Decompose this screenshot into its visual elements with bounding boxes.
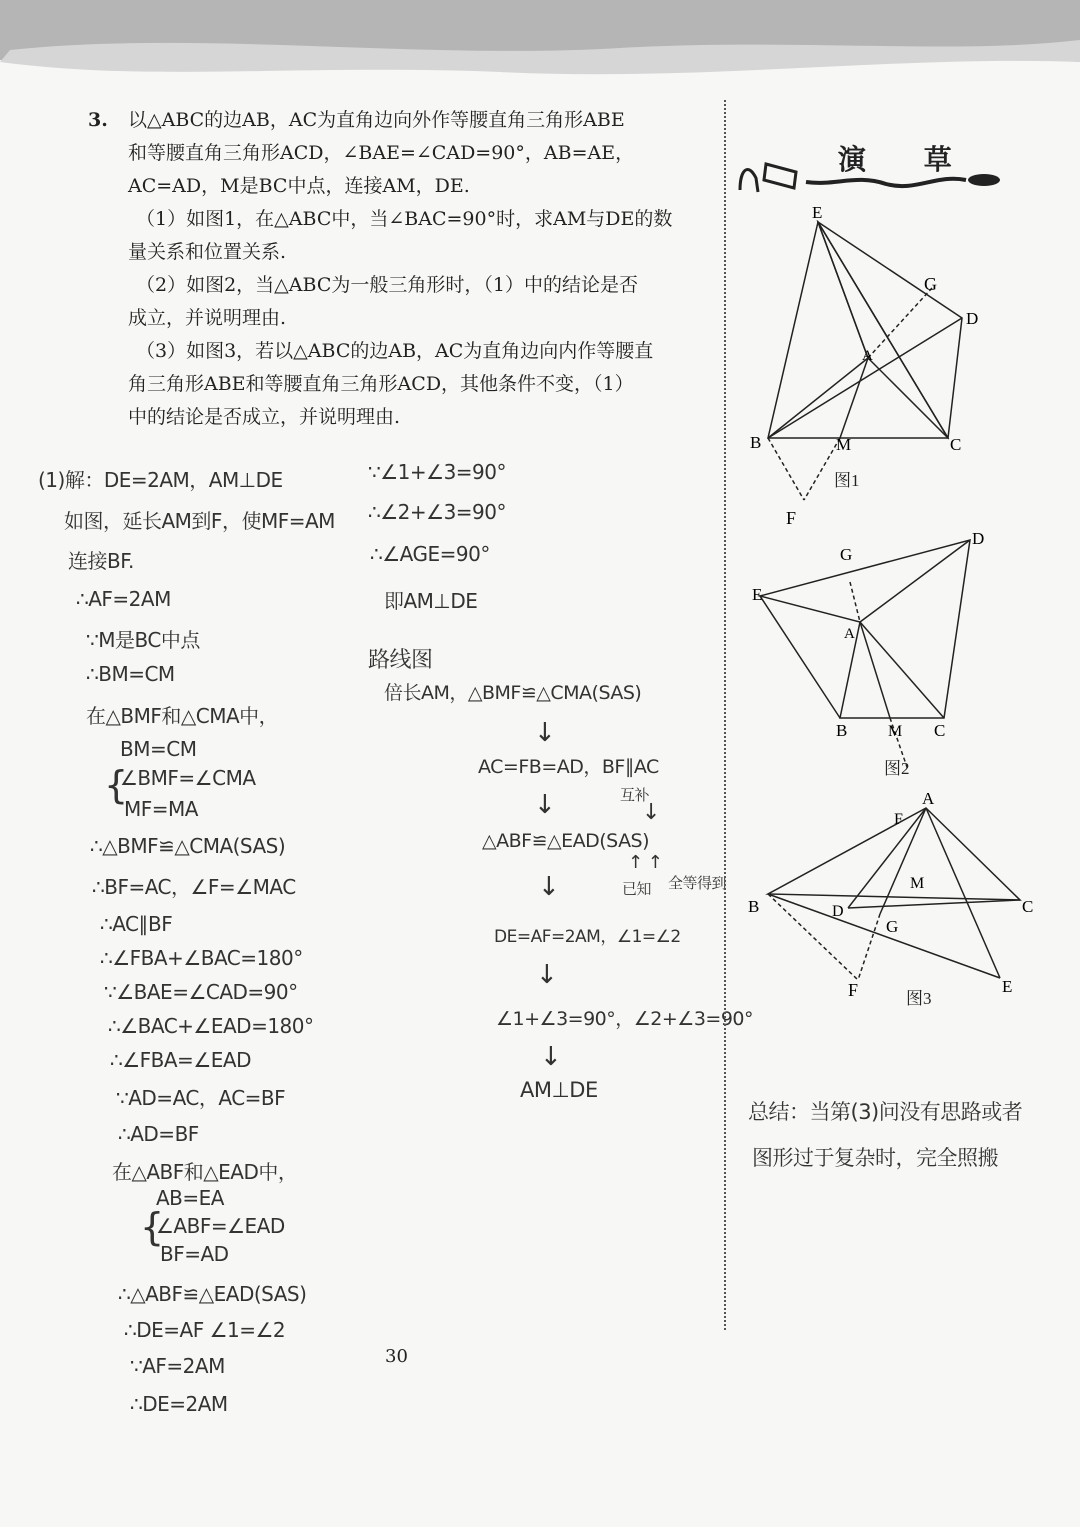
solution-line: (1)解：DE=2AM，AM⊥DE	[38, 468, 283, 492]
draft-title: 演 草	[838, 143, 976, 176]
figure-3-diagram	[740, 790, 1040, 1010]
solution-line: ∵AD=AC，AC=BF	[116, 1086, 286, 1110]
solution-line: BM=CM	[120, 737, 197, 761]
figure-3-label-M: M	[910, 875, 925, 892]
route-note: 已知	[622, 880, 652, 898]
figure-1-label-D: D	[966, 309, 979, 328]
route-step: AC=FB=AD，BF∥AC	[478, 756, 659, 778]
figure-3-label-B: B	[748, 897, 760, 916]
problem-stem-line: 以△ABC的边AB，AC为直角边向外作等腰直角三角形ABE	[128, 109, 625, 131]
solution-line: 连接BF.	[68, 549, 134, 573]
draft-note-line: 图形过于复杂时，完全照搬	[752, 1146, 998, 1170]
solution-line: 即AM⊥DE	[384, 589, 478, 613]
solution-line: ∵M是BC中点	[86, 628, 200, 652]
problem-part-line: 成立，并说明理由.	[128, 307, 287, 329]
problem-stem-line: 和等腰直角三角形ACD，∠BAE=∠CAD=90°，AB=AE，	[128, 142, 635, 164]
solution-line: ∴AF=2AM	[76, 587, 171, 611]
down-arrow-icon: ↓	[540, 1042, 562, 1072]
down-arrow-icon: ↓	[538, 872, 560, 902]
figure-3-caption: 图3	[906, 989, 932, 1008]
solution-line: ∴△ABF≌△EAD(SAS)	[118, 1282, 307, 1306]
figure-1-label-C: C	[950, 435, 962, 454]
route-step: 倍长AM，△BMF≌△CMA(SAS)	[384, 682, 642, 704]
problem-part-line: 量关系和位置关系.	[128, 241, 287, 263]
figure-3-label-E: E	[1002, 977, 1013, 996]
figure-1-label-G: G	[924, 274, 937, 294]
solution-line: MF=MA	[124, 797, 198, 821]
figure-2-caption: 图2	[884, 759, 910, 778]
solution-line: ∠ABF=∠EAD	[156, 1214, 285, 1238]
figure-1-label-B: B	[750, 433, 762, 452]
problem-part-line: （1）如图1，在△ABC中，当∠BAC=90°时，求AM与DE的数	[136, 208, 673, 230]
solution-line: ∴DE=AF ∠1=∠2	[124, 1318, 286, 1342]
route-note: 全等得到	[668, 874, 727, 892]
figure-3-label-F: F	[894, 811, 903, 828]
route-step: AM⊥DE	[520, 1078, 598, 1102]
solution-line: AB=EA	[156, 1186, 224, 1210]
figure-1-caption: 图1	[834, 471, 860, 490]
solution-line: ∴∠2+∠3=90°	[368, 500, 506, 524]
solution-line: ∴AC∥BF	[100, 912, 173, 936]
draft-note-line: 总结：当第(3)问没有思路或者	[748, 1100, 1023, 1124]
figure-1-diagram	[740, 200, 980, 530]
figure-3-label-C: C	[1022, 897, 1034, 916]
page-header-banner	[0, 0, 1080, 95]
solution-line: ∴∠FBA=∠EAD	[110, 1048, 251, 1072]
figure-2-label-C: C	[934, 721, 946, 740]
solution-line: ∴∠BAC+∠EAD=180°	[108, 1014, 314, 1038]
brace-icon: {	[104, 763, 128, 807]
problem-stem-line: AC=AD，M是BC中点，连接AM，DE.	[128, 175, 470, 197]
figure-3-label-D: D	[832, 903, 844, 920]
route-step: ∠1+∠3=90°，∠2+∠3=90°	[496, 1008, 754, 1030]
down-arrow-icon: ↓	[536, 960, 558, 990]
figure-1-label-M: M	[836, 435, 852, 454]
problem-part-line: （3）如图3，若以△ABC的边AB，AC为直角边向内作等腰直	[136, 340, 654, 362]
column-divider	[724, 100, 726, 1330]
solution-line: 如图，延长AM到F，使MF=AM	[64, 509, 335, 533]
figure-3-label-F2: F	[848, 980, 859, 1000]
figure-1-label-A: A	[862, 348, 873, 364]
down-arrow-icon: ↓	[642, 800, 660, 825]
figure-2-label-M: M	[888, 723, 903, 740]
down-arrow-icon: ↓	[534, 790, 556, 820]
figure-2-label-B: B	[836, 721, 848, 740]
figure-2-label-D: D	[972, 530, 985, 548]
solution-line: ∵∠BAE=∠CAD=90°	[104, 980, 298, 1004]
solution-line: 在△BMF和△CMA中，	[86, 704, 279, 728]
problem-part-line: （2）如图2，当△ABC为一般三角形时，（1）中的结论是否	[136, 274, 638, 296]
route-note: 互补	[620, 786, 650, 804]
down-arrow-icon: ↓	[534, 718, 556, 748]
page-number: 30	[385, 1346, 408, 1367]
solution-line: ∠BMF=∠CMA	[120, 766, 256, 790]
route-step: △ABF≌△EAD(SAS)	[482, 830, 650, 852]
solution-line: ∵∠1+∠3=90°	[368, 460, 506, 484]
route-map-title: 路线图	[368, 648, 433, 673]
problem-part-line: 角三角形ABE和等腰直角三角形ACD，其他条件不变，（1）	[128, 373, 634, 395]
route-step: DE=AF=2AM，∠1=∠2	[494, 927, 681, 947]
figure-3-label-A: A	[922, 790, 935, 808]
figure-1-label-F: F	[786, 508, 797, 528]
solution-line: ∵AF=2AM	[130, 1354, 225, 1378]
solution-line: ∴AD=BF	[118, 1122, 199, 1146]
solution-line: ∴DE=2AM	[130, 1392, 228, 1416]
problem-number: 3.	[88, 109, 108, 131]
figure-2-label-E: E	[752, 585, 763, 604]
solution-line: ∴△BMF≌△CMA(SAS)	[90, 834, 286, 858]
up-arrow-icon: ↑ ↑	[628, 852, 663, 873]
solution-line: ∴∠FBA+∠BAC=180°	[100, 946, 303, 970]
solution-line: ∴BM=CM	[86, 662, 175, 686]
solution-line: ∴∠AGE=90°	[370, 542, 490, 566]
solution-line: 在△ABF和△EAD中，	[112, 1160, 298, 1184]
figure-1-label-E: E	[812, 203, 823, 222]
brace-icon: {	[140, 1205, 164, 1249]
figure-2-label-A: A	[844, 626, 855, 642]
figure-2-label-G: G	[840, 545, 853, 564]
figure-3-label-G: G	[886, 917, 899, 936]
figure-2-diagram	[740, 530, 990, 780]
problem-part-line: 中的结论是否成立，并说明理由.	[128, 406, 401, 428]
solution-line: ∴BF=AC，∠F=∠MAC	[92, 875, 296, 899]
problem-statement	[88, 104, 718, 434]
solution-line: BF=AD	[160, 1242, 229, 1266]
